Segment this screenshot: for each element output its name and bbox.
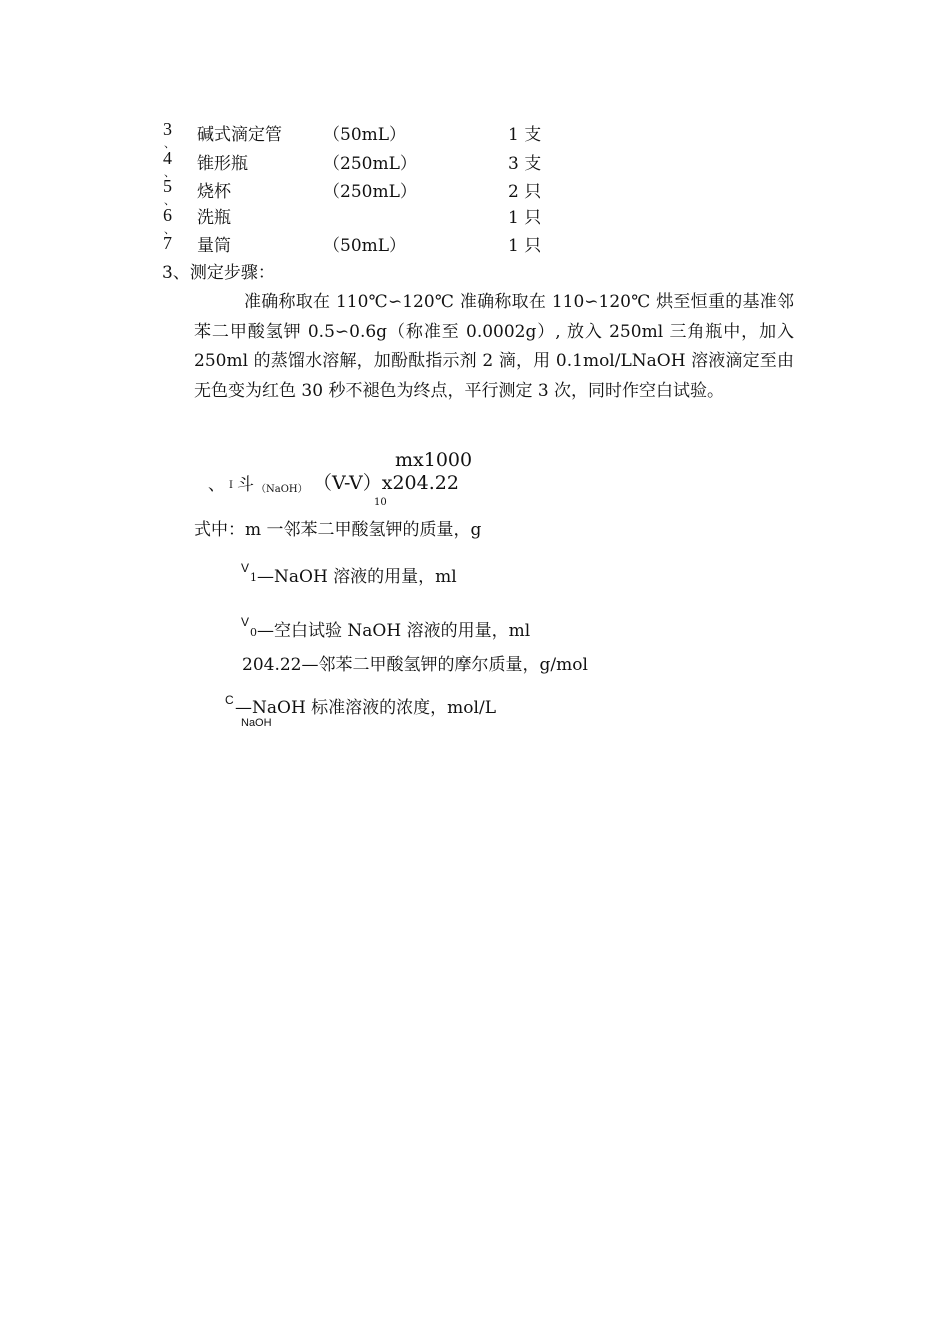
list-number: 6 [163, 205, 172, 225]
where-line: 式中：m 一邻苯二甲酸氢钾的质量，g [194, 520, 482, 540]
item-spec: （250mL） [323, 154, 417, 174]
definition-symbol: V [241, 615, 250, 629]
definition-symbol: C [225, 693, 234, 707]
procedure-paragraph: 准确称取在 110℃∽120℃ 准确称取在 110∽120℃ 烘至恒重的基准邻苯二甲酸氢钾 0.5∽0.6g（称准至 0.0002g）, 放入 250ml 三角瓶中，加入 250ml 的蒸馏水溶解，加酚酞指示剂 2 滴，用 0.1mol/LNaOH 溶液滴定至由无色变为红色 30 秒不褪色为终点，平行测定 3 次，同时作空白试验。 [194, 292, 794, 401]
item-name: 锥形瓶 [197, 154, 248, 174]
list-separator: 、 [164, 194, 175, 207]
item-name: 洗瓶 [197, 208, 231, 228]
item-qty: 1 只 [508, 208, 542, 228]
section-heading: 3、测定步骤： [162, 263, 275, 283]
list-separator: 、 [164, 166, 175, 179]
definition-symbol: V [241, 561, 250, 575]
list-separator: 、 [164, 223, 175, 236]
definition-text: —NaOH 溶液的用量，ml [257, 567, 457, 587]
item-spec: （50mL） [323, 236, 407, 256]
definition-text: —空白试验 NaOH 溶液的用量，ml [257, 621, 531, 641]
formula-denominator: （V-V）x204.22 [313, 472, 459, 494]
item-spec: （250mL） [323, 182, 417, 202]
item-spec: （50mL） [323, 125, 407, 145]
formula-numerator: mx1000 [395, 449, 473, 471]
list-number: 5 [163, 176, 172, 196]
item-qty: 1 只 [508, 236, 542, 256]
item-name: 碱式滴定管 [197, 125, 282, 145]
definition-text: 204.22—邻苯二甲酸氢钾的摩尔质量，g/mol [242, 655, 588, 675]
list-number: 7 [163, 233, 172, 253]
item-qty: 1 支 [508, 125, 542, 145]
item-name: 烧杯 [197, 182, 231, 202]
formula-symbol: 斗 [237, 475, 254, 495]
item-name: 量筒 [197, 236, 231, 256]
formula-subscript: （NaOH） [256, 484, 308, 495]
definition-subscript: NaOH [241, 717, 272, 729]
item-qty: 3 支 [508, 154, 542, 174]
formula-index: 10 [374, 497, 387, 508]
list-number: 3 [163, 119, 172, 139]
formula-lead: 、 [208, 475, 225, 495]
item-qty: 2 只 [508, 182, 542, 202]
list-number: 4 [163, 148, 172, 168]
definition-text: —NaOH 标准溶液的浓度，mol/L [235, 698, 496, 718]
definition-subscript: 0 [250, 626, 257, 639]
formula-lead-small: I [229, 480, 233, 491]
list-separator: 、 [164, 137, 175, 150]
definition-subscript: 1 [250, 571, 257, 584]
